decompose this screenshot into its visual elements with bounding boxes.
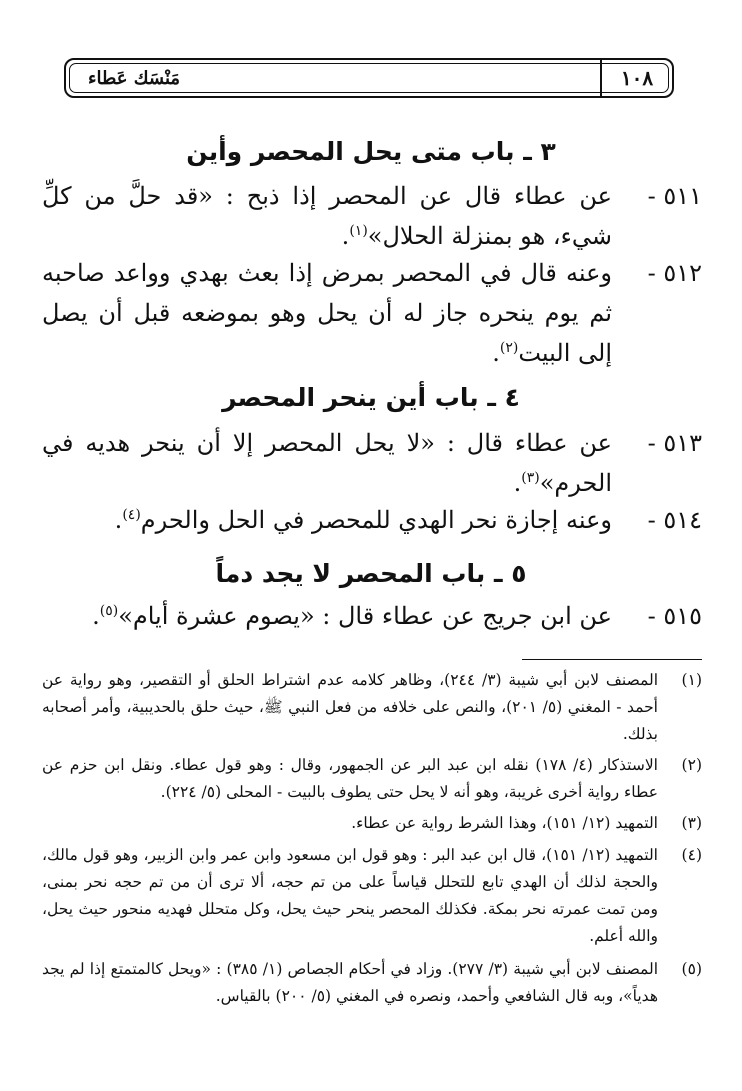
- entry-number: ٥١٥ -: [647, 602, 702, 630]
- entry-text: وعنه قال في المحصر بمرض إذا بعث بهدي وواعد صاحبه ثم يوم ينحره جاز له أن يحل وهو بموضعه قبل أن يصل إلى البيت$^{(٢)}$.: [42, 259, 612, 367]
- footnote-text: المصنف لابن أبي شيبة (٣/ ٢٤٤)، وظاهر كلامه عدم اشتراط الحلق أو التقصير، وهو رواية عن أحمد - المغني (٥/ ٢٠١)، والنص على خلافه من فعل النبي ﷺ، حيث حلق بالحديبية، وأمر أصحابه بذلك.: [42, 671, 659, 743]
- footnote-ref: (١): [349, 223, 368, 239]
- footnote-text: المصنف لابن أبي شيبة (٣/ ٢٧٧). وزاد في أحكام الجصاص (١/ ٣٨٥) : «ويحل كالمتمتع إذا لم يجد هدياً»، وبه قال الشافعي وأحمد، ونصره في المغني (٥/ ٢٠٠) بالقياس.: [42, 960, 659, 1005]
- entry-text: عن عطاء قال : «لا يحل المحصر إلا أن ينحر هديه في الحرم»$^{(٣)}$.: [42, 429, 612, 497]
- chapter-heading: ٤ ـ باب أين ينحر المحصر: [222, 383, 520, 412]
- footnote-ref: (٢): [499, 340, 519, 356]
- footnote-text: التمهيد (١٢/ ١٥١)، قال ابن عبد البر : وهو قول ابن مسعود وابن عمر وابن الزبير، وهو قول مالك، والحجة لذلك أن الهدي تابع للتحلل قياساً على من تم حجه، ألا ترى أن من تم حجه نحر بمنى، ومن تمت عمرته نحر بمكة. فكذلك المحصر ينحر حيث يحل، وكل متحلل فهديه منحور حيث يحل، والله أعلم.: [42, 846, 658, 945]
- entry-number: ٥١٣ -: [647, 429, 702, 457]
- entry-514: [42, 500, 702, 540]
- entry-511: [42, 176, 702, 256]
- footnote-3: [42, 810, 702, 837]
- footnote-1: [42, 667, 702, 748]
- chapter-heading: ٣ ـ باب متى يحل المحصر وأين: [186, 137, 556, 166]
- footnote-5: [42, 956, 702, 1010]
- entry-text: عن عطاء قال عن المحصر إذا ذبح : «قد حلَّ من كلِّ شيء، هو بمنزلة الحلال»$^{(١)}$.: [42, 182, 612, 250]
- footnote-number: (١): [681, 671, 702, 689]
- entry-text: وعنه إجازة نحر الهدي للمحصر في الحل والحرم$^{(٤)}$.: [114, 506, 612, 534]
- chapter-heading: ٥ ـ باب المحصر لا يجد دماً: [215, 559, 527, 588]
- footnote-4: [42, 842, 702, 950]
- footnote-ref: (٥): [99, 603, 119, 619]
- entry-number: ٥١١ -: [647, 182, 702, 210]
- footnote-separator: [522, 659, 702, 660]
- footnote-number: (٣): [681, 814, 702, 832]
- entry-512: [42, 253, 702, 373]
- entry-number: ٥١٢ -: [647, 259, 702, 287]
- running-header: [64, 58, 674, 98]
- entry-515: [42, 596, 702, 636]
- entry-513: [42, 423, 702, 503]
- footnote-number: (٥): [681, 960, 702, 978]
- footnote-number: (٤): [681, 846, 702, 864]
- footnote-ref: (٤): [122, 507, 141, 523]
- page-number: ١٠٨: [600, 60, 672, 96]
- book-title: مَنْسَك عَطاء: [88, 67, 181, 89]
- entry-text: عن ابن جريج عن عطاء قال : «يصوم عشرة أيام»$^{(٥)}$.: [92, 602, 612, 630]
- footnote-ref: (٣): [521, 470, 540, 486]
- footnote-2: [42, 752, 702, 806]
- entry-number: ٥١٤ -: [647, 506, 702, 534]
- footnote-text: التمهيد (١٢/ ١٥١)، وهذا الشرط رواية عن عطاء.: [351, 814, 658, 832]
- footnote-text: الاستذكار (٤/ ١٧٨) نقله ابن عبد البر عن الجمهور، وقال : وهو قول عطاء. ونقل ابن حزم عن عطاء رواية أخرى غريبة، وهو أنه لا يحل حتى يطوف بالبيت - المحلى (٥/ ٢٢٤).: [42, 756, 658, 801]
- footnote-number: (٢): [681, 756, 702, 774]
